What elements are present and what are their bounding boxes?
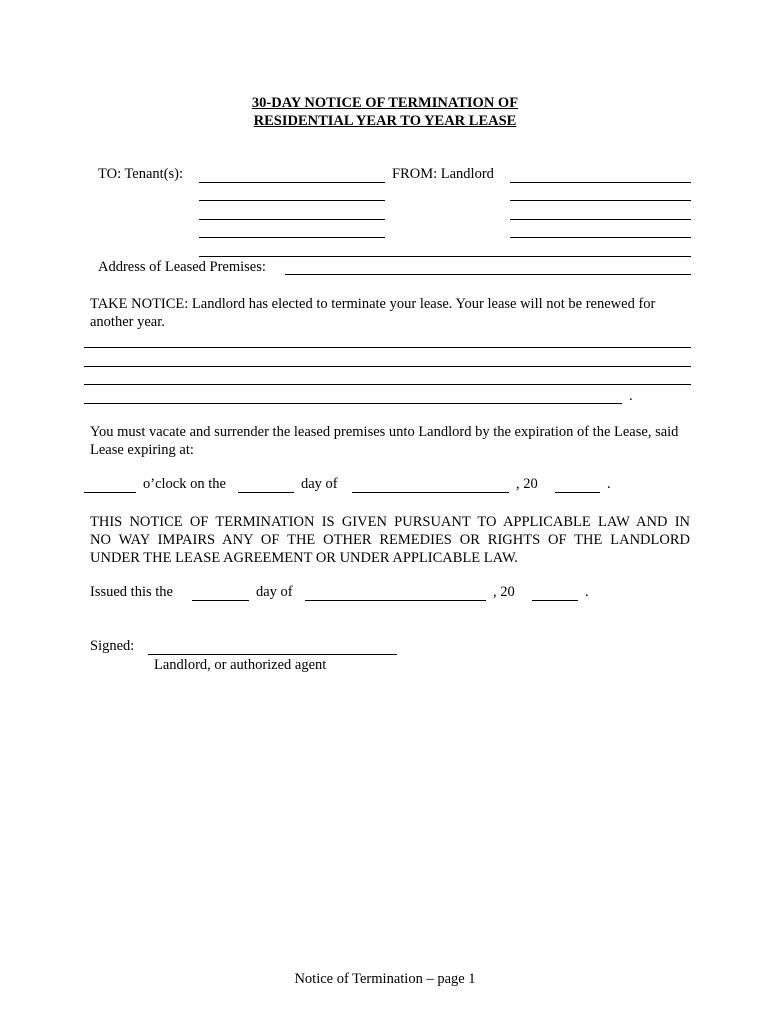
expiry-hour-line[interactable]: [84, 492, 136, 493]
tenant-name-line-4[interactable]: [199, 237, 385, 238]
expiry-year-line[interactable]: [555, 492, 600, 493]
tenant-name-line-3[interactable]: [199, 219, 385, 220]
notice-detail-line-2[interactable]: [84, 366, 691, 367]
landlord-name-line-3[interactable]: [510, 219, 691, 220]
expiry-end-period: .: [607, 476, 611, 492]
issued-label: Issued this the: [90, 584, 173, 600]
document-title-line-2: RESIDENTIAL YEAR TO YEAR LEASE: [253, 113, 517, 129]
landlord-name-line-2[interactable]: [510, 200, 691, 201]
issued-year-prefix: , 20: [493, 584, 515, 600]
expiry-day-line[interactable]: [238, 492, 294, 493]
expiry-year-prefix: , 20: [516, 476, 538, 492]
expiry-month-line[interactable]: [352, 492, 509, 493]
notice-end-period: .: [629, 388, 633, 404]
signature-caption: Landlord, or authorized agent: [154, 657, 327, 673]
notice-detail-line-1[interactable]: [84, 347, 691, 348]
landlord-name-line-1[interactable]: [510, 182, 691, 183]
to-tenants-label: TO: Tenant(s):: [98, 166, 184, 182]
page-footer: Notice of Termination – page 1: [294, 971, 476, 987]
issued-end-period: .: [585, 584, 589, 600]
expiry-day-of-label: day of: [301, 476, 338, 492]
party-extra-line[interactable]: [199, 256, 691, 257]
issued-year-line[interactable]: [532, 600, 578, 601]
issued-month-line[interactable]: [305, 600, 486, 601]
legal-line-3: UNDER THE LEASE AGREEMENT OR UNDER APPLICABLE LAW.: [90, 550, 518, 566]
issued-day-line[interactable]: [192, 600, 249, 601]
landlord-name-line-4[interactable]: [510, 237, 691, 238]
tenant-name-line-1[interactable]: [199, 182, 385, 183]
notice-detail-line-3[interactable]: [84, 384, 691, 385]
document-title-line-1: 30-DAY NOTICE OF TERMINATION OF: [251, 95, 519, 111]
legal-line-1: THIS NOTICE OF TERMINATION IS GIVEN PURSUANT TO APPLICABLE LAW AND IN: [90, 514, 690, 530]
address-input-line[interactable]: [285, 274, 691, 275]
take-notice-paragraph: TAKE NOTICE: Landlord has elected to terminate your lease. Your lease will not be renewed for another year.: [90, 296, 656, 330]
signed-label: Signed:: [90, 638, 135, 654]
from-landlord-label: FROM: Landlord: [392, 166, 494, 182]
vacate-paragraph: You must vacate and surrender the leased premises unto Landlord by the expiration of the Lease, said Lease expiring at:: [90, 424, 679, 458]
address-label: Address of Leased Premises:: [98, 259, 266, 275]
signature-line[interactable]: [148, 654, 397, 655]
legal-line-2: NO WAY IMPAIRS ANY OF THE OTHER REMEDIES OR RIGHTS OF THE LANDLORD: [90, 532, 690, 548]
oclock-label: o’clock on the: [143, 476, 226, 492]
tenant-name-line-2[interactable]: [199, 200, 385, 201]
issued-day-of-label: day of: [256, 584, 293, 600]
notice-detail-line-4[interactable]: [84, 403, 622, 404]
